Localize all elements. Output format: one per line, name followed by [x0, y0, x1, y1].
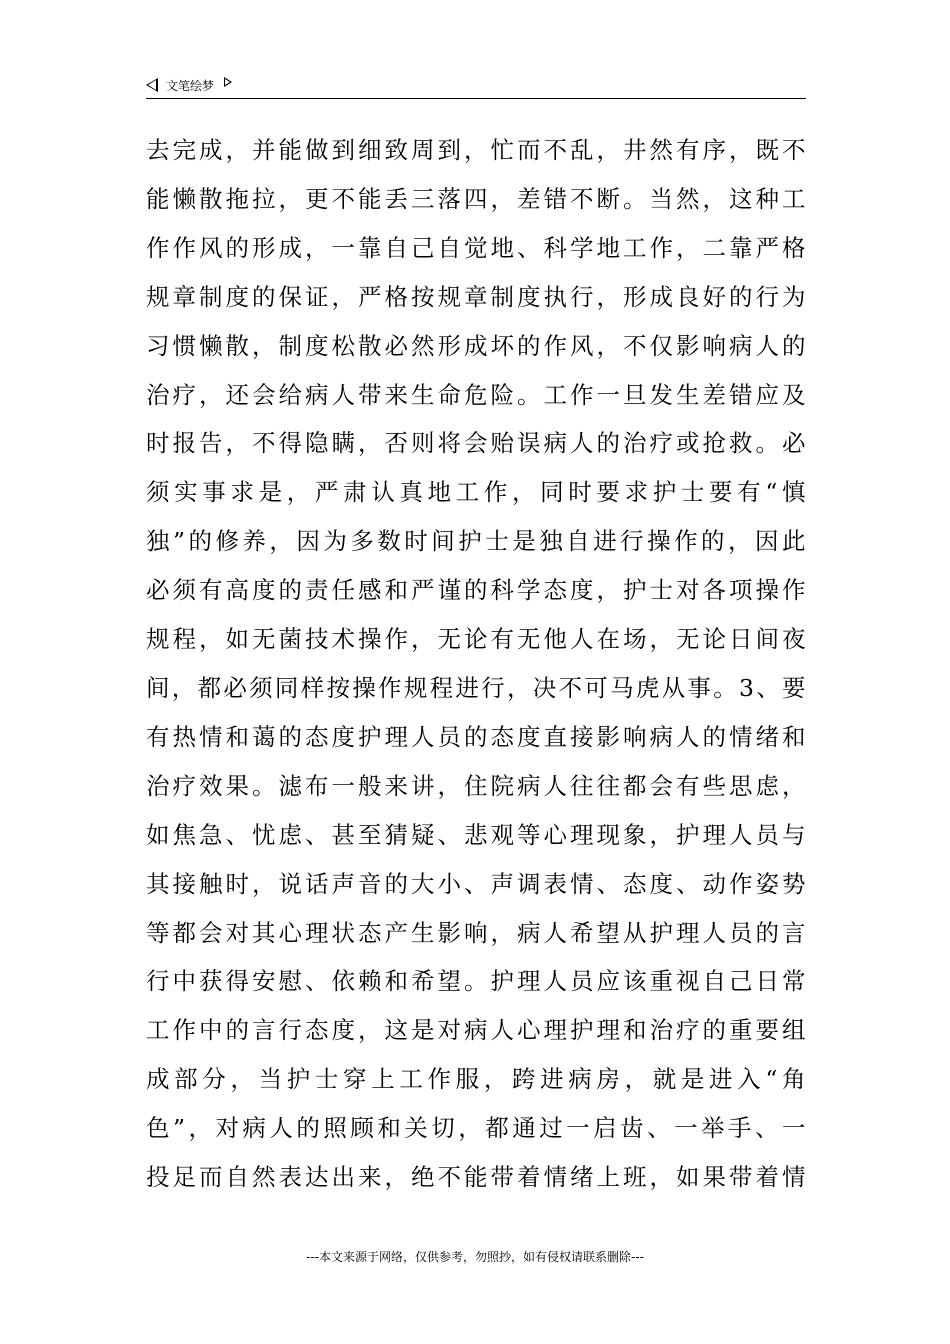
text-line: 行中获得安慰、依赖和希望。护理人员应该重视自己日常 — [146, 967, 806, 996]
text-line: 等都会对其心理状态产生影响，病人希望从护理人员的言 — [146, 918, 806, 947]
text-line: 投足而自然表达出来，绝不能带着情绪上班，如果带着情 — [146, 1163, 806, 1192]
header-title: 文笔绘梦 — [166, 78, 215, 93]
text-line: 其接触时，说话声音的大小、声调表情、态度、动作姿势 — [146, 869, 806, 898]
triangle-left-icon — [146, 78, 158, 92]
text-line: 色”，对病人的照顾和关切，都通过一启齿、一举手、一 — [146, 1114, 806, 1143]
text-line: 有热情和蔼的态度护理人员的态度直接影响病人的情绪和 — [146, 722, 806, 751]
text-line: 必须有高度的责任感和严谨的科学态度，护士对各项操作 — [146, 576, 806, 605]
text-line: 如焦急、忧虑、甚至猜疑、悲观等心理现象，护理人员与 — [146, 820, 806, 849]
text-line: 工作中的言行态度，这是对病人心理护理和治疗的重要组 — [146, 1016, 806, 1045]
text-line: 作作风的形成，一靠自己自觉地、科学地工作，二靠严格 — [146, 233, 806, 262]
triangle-right-icon — [224, 77, 232, 87]
page-header — [146, 74, 806, 96]
text-line: 治疗效果。滤布一般来讲，住院病人往往都会有些思虑， — [146, 771, 806, 800]
text-line: 成部分，当护士穿上工作服，跨进病房，就是进入“角 — [146, 1065, 806, 1094]
text-line: 间，都必须同样按操作规程进行，决不可马虎从事。3、要 — [146, 673, 806, 702]
page-footer: ---本文来源于网络，仅供参考，勿照抄，如有侵权请联系删除--- — [306, 1250, 644, 1264]
text-line: 规章制度的保证，严格按规章制度执行，形成良好的行为 — [146, 282, 806, 311]
document-body — [146, 126, 806, 1202]
text-line: 能懒散拖拉，更不能丢三落四，差错不断。当然，这种工 — [146, 184, 806, 213]
text-line: 治疗，还会给病人带来生命危险。工作一旦发生差错应及 — [146, 380, 806, 409]
header-divider — [146, 98, 806, 99]
text-line: 须实事求是，严肃认真地工作，同时要求护士要有“慎 — [146, 478, 806, 507]
text-line: 习惯懒散，制度松散必然形成坏的作风，不仅影响病人的 — [146, 331, 806, 360]
text-line: 规程，如无菌技术操作，无论有无他人在场，无论日间夜 — [146, 625, 806, 654]
text-line: 独”的修养，因为多数时间护士是独自进行操作的，因此 — [146, 527, 806, 556]
text-line: 时报告，不得隐瞒，否则将会贻误病人的治疗或抢救。必 — [146, 429, 806, 458]
text-line: 去完成，并能做到细致周到，忙而不乱，井然有序，既不 — [146, 136, 806, 164]
